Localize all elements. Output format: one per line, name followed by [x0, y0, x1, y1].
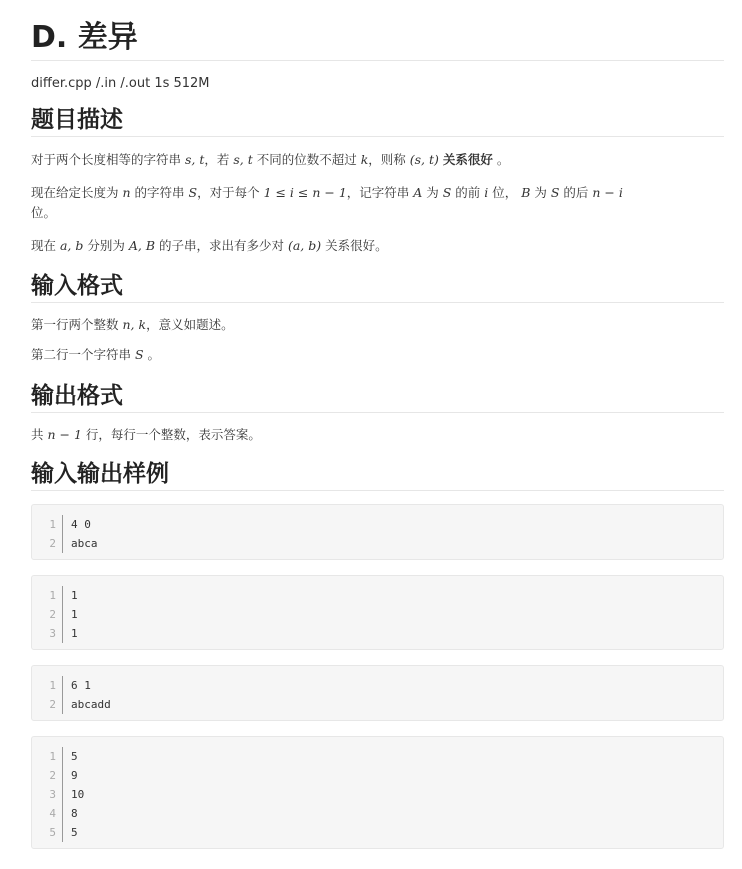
section-heading-description: 题目描述 [31, 105, 724, 137]
code-line: 3 10 [42, 785, 84, 804]
problem-title: D. 差异 [31, 18, 724, 61]
sample-output-2[interactable] [31, 736, 724, 849]
emphasis-text: 关系很好 [442, 152, 493, 167]
description-paragraph-1: 对于两个长度相等的字符串 s, t，若 s, t 不同的位数不超过 k，则称 (s, t) 关系很好 。 [31, 152, 510, 167]
section-heading-samples: 输入输出样例 [31, 459, 724, 491]
output-paragraph-1: 共 n − 1 行，每行一个整数，表示答案。 [31, 427, 261, 442]
code-line: 2 1 [42, 605, 78, 624]
code-line: 2 abcadd [42, 695, 111, 714]
code-line: 1 6 1 [42, 676, 111, 695]
sample-output-1[interactable] [31, 575, 724, 650]
code-line: 5 5 [42, 823, 84, 842]
code-line: 1 5 [42, 747, 84, 766]
code-line: 1 4 0 [42, 515, 98, 534]
description-paragraph-3: 现在 a, b 分别为 A, B 的子串，求出有多少对 (a, b) 关系很好。 [31, 238, 388, 253]
input-paragraph-2: 第二行一个字符串 S 。 [31, 347, 161, 362]
problem-meta: differ.cpp /.in /.out 1s 512M [31, 76, 210, 91]
sample-input-2[interactable] [31, 665, 724, 721]
code-line: 1 1 [42, 586, 78, 605]
input-paragraph-1: 第一行两个整数 n, k，意义如题述。 [31, 317, 234, 332]
code-line: 3 1 [42, 624, 78, 643]
code-line: 2 abca [42, 534, 98, 553]
sample-input-1[interactable] [31, 504, 724, 560]
code-line: 2 9 [42, 766, 84, 785]
section-heading-output: 输出格式 [31, 381, 724, 413]
problem-content [31, 0, 724, 839]
code-line: 4 8 [42, 804, 84, 823]
description-paragraph-2: 现在给定长度为 n 的字符串 S，对于每个 1 ≤ i ≤ n − 1，记字符串 A 为 S 的前 i 位， B 为 S 的后 n − i 位。 [31, 185, 623, 220]
section-heading-input: 输入格式 [31, 271, 724, 303]
